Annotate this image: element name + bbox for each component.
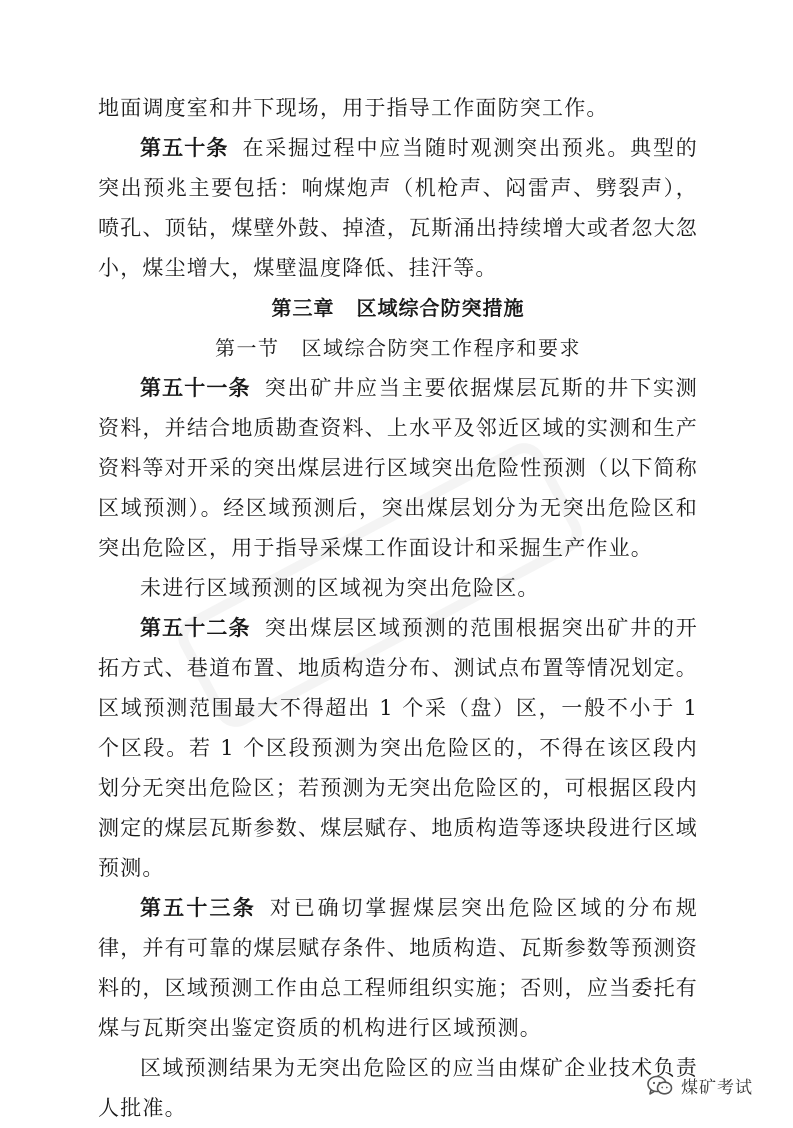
document-body bbox=[98, 88, 698, 1128]
article-51-label: 第五十一条 bbox=[140, 376, 251, 400]
article-50-label: 第五十条 bbox=[140, 136, 229, 160]
section-number: 第一节 bbox=[215, 336, 280, 360]
footer-brand bbox=[647, 1073, 753, 1098]
article-52-text: 突出煤层区域预测的范围根据突出矿井的开拓方式、巷道布置、地质构造分布、测试点布置等情况划定。区域预测范围最大不得超出 1 个采（盘）区，一般不小于 1 个区段。若 1 个区段预测为突出危险区的，不得在该区段内划分无突出危险区；若预测为无突出危险区的，可根据区段内测定的煤层瓦斯参数、煤层赋存、地质构造等逐块段进行区域预测。 bbox=[98, 616, 698, 880]
chapter-number: 第三章 bbox=[271, 296, 335, 320]
article-53-paragraph-2: 区域预测结果为无突出危险区的应当由煤矿企业技术负责人批准。 bbox=[98, 1056, 698, 1120]
continuation-paragraph: 地面调度室和井下现场，用于指导工作面防突工作。 bbox=[98, 96, 609, 120]
article-51 bbox=[98, 368, 698, 568]
article-50-text: 在采掘过程中应当随时观测突出预兆。典型的突出预兆主要包括：响煤炮声（机枪声、闷雷声、劈裂声），喷孔、顶钻，煤壁外鼓、掉渣，瓦斯涌出持续增大或者忽大忽小，煤尘增大，煤壁温度降低、挂汗等。 bbox=[98, 136, 699, 280]
article-52-label: 第五十二条 bbox=[140, 616, 251, 640]
article-51-paragraph-2: 未进行区域预测的区域视为突出危险区。 bbox=[140, 576, 540, 600]
section-title bbox=[98, 328, 698, 368]
article-51-text: 突出矿井应当主要依据煤层瓦斯的井下实测资料，并结合地质勘查资料、上水平及邻近区域的实测和生产资料等对开采的突出煤层进行区域突出危险性预测（以下简称区域预测）。经区域预测后，突出煤层划分为无突出危险区和突出危险区，用于指导采煤工作面设计和采掘生产作业。 bbox=[98, 376, 698, 560]
chapter-title bbox=[98, 288, 698, 328]
chapter-name: 区域综合防突措施 bbox=[356, 296, 525, 320]
article-50 bbox=[98, 128, 698, 288]
article-53-label: 第五十三条 bbox=[140, 896, 256, 920]
brand-name: 煤矿考试 bbox=[681, 1078, 753, 1098]
article-52 bbox=[98, 608, 698, 888]
section-name: 区域综合防突工作程序和要求 bbox=[301, 336, 581, 360]
article-53-text: 对已确切掌握煤层突出危险区域的分布规律，并有可靠的煤层赋存条件、地质构造、瓦斯参数等预测资料的，区域预测工作由总工程师组织实施；否则，应当委托有煤与瓦斯突出鉴定资质的机构进行区域预测。 bbox=[98, 896, 698, 1040]
article-53 bbox=[98, 888, 698, 1048]
wechat-icon bbox=[647, 1074, 673, 1098]
